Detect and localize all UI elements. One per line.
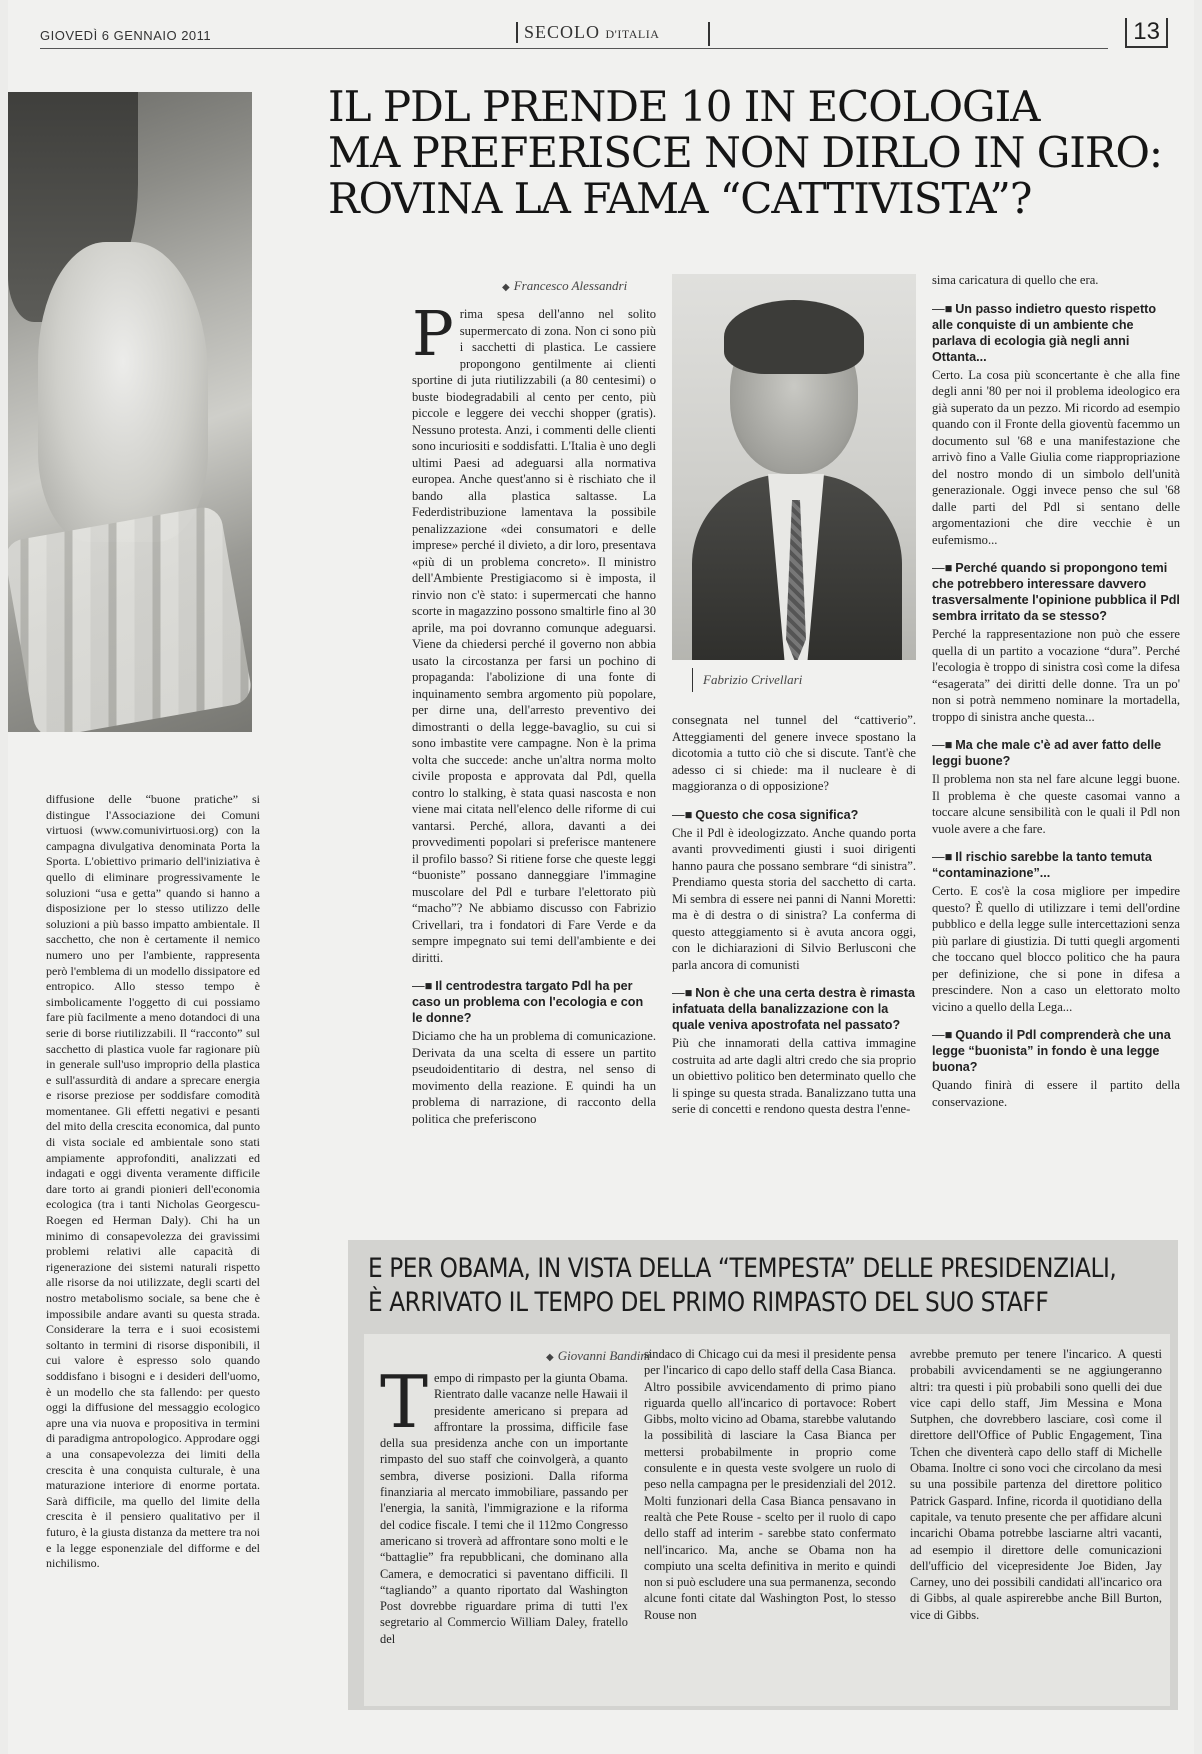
headline-line: ROVINA LA FAMA “CATTIVISTA”? [328, 174, 1032, 223]
article-byline [502, 278, 627, 294]
interview-question [932, 301, 1180, 365]
article-headline [328, 84, 1188, 222]
interview-answer: Certo. E cos'è la cosa migliore per impedire questo? È quello di utilizzare i temi dell'ordine pubblico e della legge sulle intercettazioni senza più parlare di giustizia. Di tutti quegli argomenti che toccano quel blocco politico che ha paura per definizione, che si pone in difesa a prescindere. Non a caso un elettorato molto vicino a quello della Lega... [932, 884, 1180, 1014]
interview-question [932, 737, 1180, 769]
byline-author: Giovanni Bandini [557, 1348, 651, 1363]
masthead-rule [40, 48, 1108, 49]
masthead [40, 18, 1168, 50]
interview-question [932, 1027, 1180, 1075]
question-text: Un passo indietro questo rispetto alle conquiste di un ambiente che parlava di ecologia già negli anni Ottanta... [932, 301, 1157, 364]
headline-line: E PER OBAMA, IN VISTA DELLA “TEMPESTA” DELLE PRESIDENZIALI, [368, 1253, 1117, 1284]
question-marker-icon: —■ [672, 807, 693, 822]
interview-question [932, 849, 1180, 881]
headline-line: MA PREFERISCE NON DIRLO IN GIRO: [328, 128, 1163, 177]
question-marker-icon: —■ [932, 1028, 953, 1042]
question-marker-icon: —■ [932, 561, 953, 575]
newspaper-page [8, 0, 1194, 1754]
obama-column-3: avrebbe premuto per tenere l'incarico. A questi probabili avvicendamenti se ne aggiungeranno altri: tra questi i più probabili sono quelli dei due vice capi dello staff, Jim Messina e Mona Sutphen, che dovrebbero lasciare, così come il direttore dell'Office of Public Engagement, Tina Tchen che diventerà capo dello staff di Michelle Obama. Inoltre ci sono voci che circolano da mesi su una possibile partenza del direttore politico Patrick Gaspard. Infine, ricorda il quotidiano della capitale, va tenuto presente che per affidare alcuni incarichi Obama potrebbe lasciarne altri vacanti, ad esempio il direttore delle comunicazioni dell'ufficio del vicepresidente Joe Biden, Jay Carney, uno dei possibili candidati all'incarico ora di Gibbs, al quale aspirerebbe anche Bill Burton, vice di Gibbs. [910, 1347, 1162, 1622]
article-column-3 [932, 272, 1180, 1208]
question-marker-icon: —■ [932, 850, 953, 864]
interview-answer: Il problema non sta nel fare alcune leggi buone. Il problema è che queste casomai vanno a toccare alcune sensibilità con le quali il Pdl non vuole avere a che fare. [932, 772, 1180, 836]
question-marker-icon: —■ [932, 301, 953, 316]
masthead-divider [708, 22, 710, 46]
question-text: Il rischio sarebbe la tanto temuta “contaminazione”... [932, 850, 1152, 880]
page-number: 13 [1125, 18, 1168, 48]
dropcap: P [412, 306, 454, 370]
dropcap: T [380, 1370, 429, 1444]
article-column-2 [672, 712, 916, 1208]
interview-question [412, 978, 656, 1026]
column-text: sima caricatura di quello che era. [932, 273, 1099, 287]
headline-line: IL PDL PRENDE 10 IN ECOLOGIA [328, 82, 1040, 131]
plastic-bags-photo [8, 92, 252, 732]
interview-question [672, 807, 916, 823]
newspaper-title [516, 22, 659, 43]
interview-answer: Certo. La cosa più sconcertante è che alla fine degli anni '80 per noi il problema ideologico era già superato da un pezzo. Mi ricordo ad esempio quando con il Fronte della gioventù facemmo un documento sul '68 e una manifestazione che arrivò fino a Valle Giulia come riappropriazione del nostro mondo di un simbolo dell'unità generazionale. Oggi invece penso che sul '68 dalle parti del Pdl si sentano delle argomentazioni che dire vecchie è un eufemismo... [932, 367, 1180, 547]
diamond-icon: ◆ [546, 1352, 554, 1363]
question-text: Non è che una certa destra è rimasta infatuata della banalizzazione con la quale veniva apostrofata nel passato? [672, 986, 915, 1032]
interview-question [672, 985, 916, 1033]
issue-date: GIOVEDÌ 6 GENNAIO 2011 [40, 28, 212, 43]
photo-caption: Fabrizio Crivellari [692, 668, 802, 692]
question-text: Perché quando si propongono temi che potrebbero interessare davvero trasversalmente l'opinione pubblica il Pdl sembra irritato da se stesso? [932, 561, 1180, 623]
newspaper-title-main: SECOLO [524, 22, 601, 42]
question-marker-icon: —■ [932, 738, 953, 752]
question-text: Questo che cosa significa? [695, 807, 859, 822]
headline-line: È ARRIVATO IL TEMPO DEL PRIMO RIMPASTO DEL SUO STAFF [368, 1287, 1049, 1318]
newspaper-title-small: D'ITALIA [605, 27, 660, 41]
column-text: empo di rimpasto per la giunta Obama. Rientrato dalle vacanze nelle Hawaii il presidente americano si prepara ad affrontare la prossima, difficile fase della sua presidenza anche con un importante rimpasto del suo staff che coinvolgerà, a quanto sembra, diverse posizioni. Dalla riforma finanziaria al mercato immobiliare, passando per l'energia, la sanità, l'immigrazione e la riforma del codice fiscale. I temi che il 112mo Congresso americano si troverà ad affrontare sono molti e le “battaglie” fra repubblicani, che dominano alla Camera, e democratici si paventano difficili. Il “tagliando” a quanto riportato dal Washington Post dovrebbe riguardare prima di tutti l'ex segretario al Commercio William Daley, fratello del [380, 1371, 628, 1646]
interview-question [932, 560, 1180, 624]
article-column-1 [412, 306, 656, 1206]
photo-rolls-shape [8, 504, 252, 732]
interview-answer: Che il Pdl è ideologizzato. Anche quando porta avanti provvedimenti giusti i suoi dirigenti hanno paura che possano sembrare “di sinistra”. Prendiamo questa storia del sacchetto di carta. Mi sembra di essere nei panni di Nanni Moretti: ma è di destra o di sinistra? La conferma di questo atteggiamento si è avuta ancora oggi, con le dichiarazioni di Silvio Berlusconi che parla ancora di comunisti [672, 825, 916, 972]
photo-bag-shape [38, 242, 208, 542]
byline-author: Francesco Alessandri [513, 278, 628, 293]
obama-byline [546, 1348, 651, 1364]
interview-answer: Quando finirà di essere il partito della conservazione. [932, 1078, 1180, 1109]
question-marker-icon: —■ [672, 986, 693, 1000]
interview-answer: Più che innamorati della cattiva immagine costruita ad arte dagli altri credo che sia proprio un obiettivo politico ben determinato quello che li spinge su questa strada. Banalizzano tutta una serie di concetti e rendono questa destra l'enne- [672, 1036, 916, 1116]
obama-column-1 [380, 1370, 628, 1702]
portrait-photo [672, 274, 916, 660]
question-marker-icon: —■ [412, 979, 433, 993]
portrait-hair-shape [724, 300, 864, 374]
question-text: Quando il Pdl comprenderà che una legge “buonista” in fondo è una legge buona? [932, 1028, 1171, 1074]
interview-answer: Diciamo che ha un problema di comunicazione. Derivata da una scelta di essere un partito pseudoidentitario di destra, nel senso di movimento della reazione. E quindi ha un problema di narrazione, di racconto della politica che preferiscono [412, 1029, 656, 1126]
question-text: Il centrodestra targato Pdl ha per caso un problema con l'ecologia e con le donne? [412, 979, 644, 1025]
question-text: Ma che male c'è ad aver fatto delle leggi buone? [932, 738, 1162, 768]
interview-answer: Perché la rappresentazione non può che essere quella di un partito a vocazione “dura”. Perché l'ecologia è troppo di sinistra così come la difesa “esagerata” dei diritti delle donne. Tra un po' non si potrà nemmeno nominare la mortadella, troppo di sinistra anche questa... [932, 627, 1180, 724]
column-text: rima spesa dell'anno nel solito supermercato di zona. Non ci sono più i sacchetti di plastica. Le cassiere propongono gentilmente ai clienti sportine di juta riutilizzabili (a 80 centesimi) o buste biodegradabili al cento per cento, più piccole e leggere dei vecchi shopper (gratis). Nessuno protesta. Anzi, i commenti delle clienti sono incuriositi e soddisfatti. L'Italia è uno degli ultimi Paesi ad adeguarsi alla normativa europea. Anche quest'anno si è rischiato che il bando alla plastica saltasse. La Federdistribuzione lamentava la possibile penalizzazione «dei consumatori e delle imprese» perché il divieto, a dir loro, presentava «più di un problema concreto». Il ministro dell'Ambiente Prestigiacomo si è imposta, il rinvio non c'è stato: i supermercati che hanno scorte in magazzino possono smaltirle fino al 30 aprile, ma poi dovranno comunque adeguarsi. Viene da chiedersi perché il governo non abbia usato la circostanza per farsi un pochino di propaganda: l'abolizione di una fonte di inquinamento sembra argomento più popolare, per dirne una, dell'arresto preventivo dei dimostranti o della legge-bavaglio, su cui si sono imbastite vere campagne. Non è la prima volta che succede: anche un'altra norma molto civile proposta e approvata dal Pdl, quella contro lo stalking, è stata quasi nascosta e non viene mai citata nell'elenco delle riforme di cui vantarsi. Perché, allora, davanti a dei provvedimenti popolari si preferisce mantenere il profilo basso? Si ritiene forse che queste leggi “buoniste” possano danneggiare l'immagine muscolare del Pdl e turbare l'elettorato più “macho”? Ne abbiamo discusso con Fabrizio Crivellari, tra i fondatori di Fare Verde e da sempre impegnato sui temi dell'ambiente e dei diritti. [412, 307, 656, 965]
diamond-icon: ◆ [502, 282, 510, 293]
obama-headline [368, 1252, 1117, 1320]
sidebar-column: diffusione delle “buone pratiche” si distingue l'Associazione dei Comuni virtuosi (www.comunivirtuosi.org) con la campagna divulgativa denominata Porta la Sporta. L'obiettivo primario dell'iniziativa è quello di eliminare progressivamente le soluzioni “usa e getta” quando si hanno a disposizione per lo stesso utilizzo delle soluzioni a più basso impatto ambientale. Il sacchetto, che non è certamente il nemico numero uno per l'ambiente, rappresenta però l'emblema di un modello dissipatore ed entropico. Allo stesso tempo è simbolicamente l'oggetto di cui possiamo fare più facilmente a meno dotandoci di una serie di borse riutilizzabili. Il “racconto” sul sacchetto di plastica vuole far ragionare più in generale sull'uso improprio della plastica e sull'assurdità di andare a sprecare energia e risorse preziose per soddisfare comodità momentanee. Gli effetti negativi e pesanti del mito della crescita economica, dal punto di vista sociale ed ambientale sono stati ampiamente approfonditi, analizzati ed indagati e oggi diventa veramente difficile dare torto ai grandi pionieri dell'economia ecologica (tra i tanti Nicholas Georgescu-Roegen ed Herman Daly). Chi ha un minimo di consapevolezza dei gravissimi problemi relativi alle capacità di rigenerazione dei sistemi naturali rispetto alle risorse da noi utilizzate, degli scarti del nostro metabolismo sociale, sa bene che è impossibile andare avanti su questa strada. Considerare la terra e i suoi ecosistemi soltanto in termini di risorse disponibili, il cui valore è espresso solo quando soddisfano i bisogni e i desideri dell'uomo, è un modello che sta fallendo: per questo oggi la diffusione del messaggio ecologico apre una via nuova e propositiva in termini di paradigma antropologico. Approdare oggi a una consapevolezza dei limiti della crescita è una conquista culturale, è una maturazione interiore di enorme portata. Sarà difficile, ma quello del limite della crescita è il pensiero qualitativo per il futuro, è la giusta distanza da mettere tra noi e la legge esponenziale del difforme e del nichilismo. [46, 792, 260, 1571]
column-text: consegnata nel tunnel del “cattiverio”. Atteggiamenti del genere invece spostano la dicotomia a tutto ciò che si discute. Tant'è che adesso ci si chiede: ma il nucleare è di maggioranza o di opposizione? [672, 713, 916, 793]
obama-column-2: sindaco di Chicago cui da mesi il presidente pensa per l'incarico di capo dello staff della Casa Bianca. Altro possibile avvicendamento di primo piano riguarda quello all'incarico di portavoce: Robert Gibbs, molto vicino ad Obama, starebbe valutando la possibilità di lasciare la Casa Bianca per mettersi probabilmente in proprio come consulente e in questa veste svolgere un ruolo di peso nella campagna per le presidenziali del 2012. Molti funzionari della Casa Bianca pensavano in realtà che Pete Rouse - scelto per il ruolo di capo dello staff ad interim - sarebbe stato confermato nell'incarico. Ma, anche se Obama non ha compiuto una scelta definitiva in merito e quindi non si può escludere una sua permanenza, secondo alcune fonti citate dal Washington Post, lo stesso Rouse non [644, 1347, 896, 1622]
